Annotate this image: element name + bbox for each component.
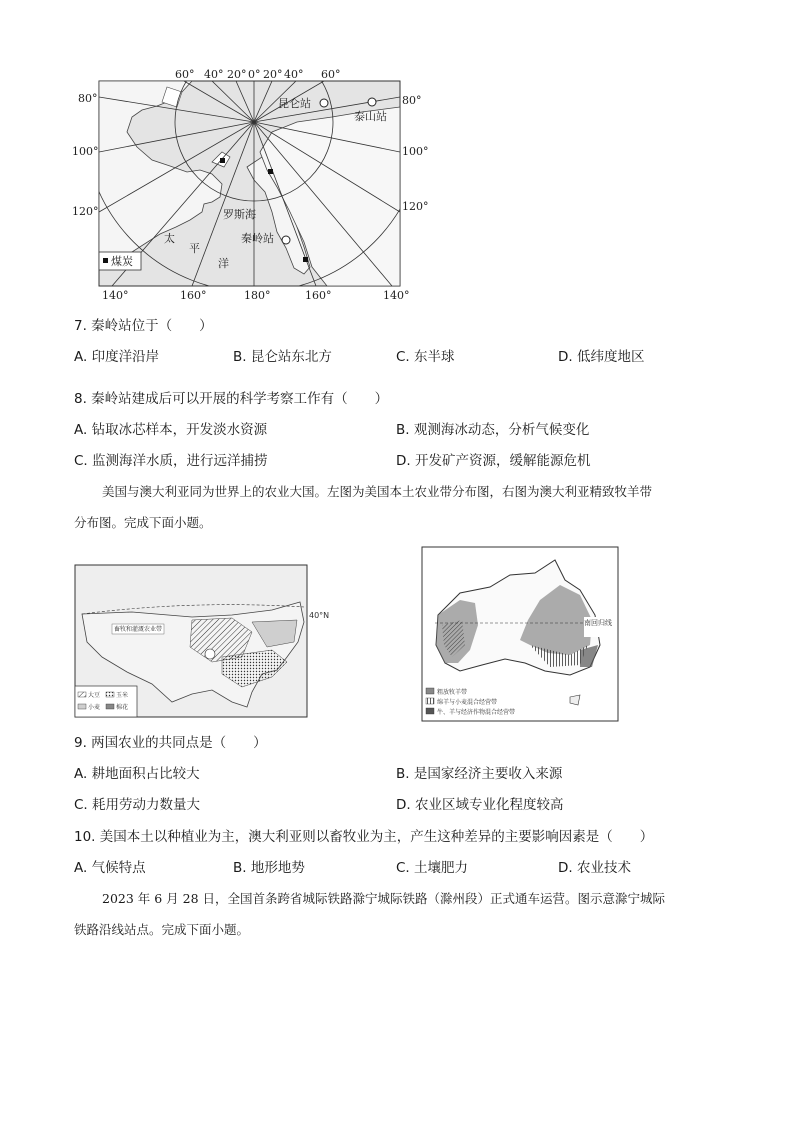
intro2-paragraph-line2: 铁路沿线站点。完成下面小题。 bbox=[74, 922, 250, 937]
qinling-station-marker bbox=[282, 236, 290, 244]
coal-legend-icon bbox=[103, 258, 108, 263]
q7-option-a[interactable]: A. 印度洋沿岸 bbox=[74, 349, 160, 365]
lon-bottom-160w: 160° bbox=[180, 289, 207, 302]
lon-left-80: 80° bbox=[78, 92, 98, 105]
lat-40n-label: 40°N bbox=[309, 611, 330, 620]
lon-top-60w: 60° bbox=[175, 68, 195, 81]
taishan-station-label: 泰山站 bbox=[354, 110, 387, 123]
q9-option-a[interactable]: A. 耕地面积占比较大 bbox=[74, 766, 200, 782]
coal-marker bbox=[268, 169, 273, 174]
tropic-label: 南回归线 bbox=[584, 619, 612, 627]
lon-top-20e: 20° bbox=[263, 68, 283, 81]
ocean-label-tai: 太 bbox=[164, 232, 175, 245]
lon-top-60e: 60° bbox=[321, 68, 341, 81]
q10-option-a[interactable]: A. 气候特点 bbox=[74, 860, 146, 876]
lon-bottom-140w: 140° bbox=[102, 289, 129, 302]
question-8-stem: 8. 秦岭站建成后可以开展的科学考察工作有（ ） bbox=[74, 391, 389, 407]
australia-sheep-map bbox=[420, 545, 620, 723]
us-legend-item: 小麦 bbox=[88, 704, 101, 711]
lon-left-120: 120° bbox=[72, 205, 99, 218]
q8-option-d[interactable]: D. 开发矿产资源，缓解能源危机 bbox=[396, 453, 591, 469]
q8-option-a[interactable]: A. 钻取冰芯样本，开发淡水资源 bbox=[74, 422, 268, 438]
q9-option-b[interactable]: B. 是国家经济主要收入来源 bbox=[396, 766, 563, 782]
question-9-stem: 9. 两国农业的共同点是（ ） bbox=[74, 735, 267, 751]
lon-right-120: 120° bbox=[402, 200, 429, 213]
q10-option-b[interactable]: B. 地形地势 bbox=[233, 860, 305, 876]
us-legend-item: 棉花 bbox=[116, 704, 129, 711]
lon-bottom-160e: 160° bbox=[305, 289, 332, 302]
intro2-paragraph-line1: 2023 年 6 月 28 日，全国首条跨省城际铁路滁宁城际铁路（滁州段）正式通车运营。图示意滁宁城际 bbox=[102, 891, 666, 906]
lon-top-40e: 40° bbox=[284, 68, 304, 81]
lon-bottom-140e: 140° bbox=[383, 289, 410, 302]
q8-option-c[interactable]: C. 监测海洋水质，进行远洋捕捞 bbox=[74, 453, 268, 469]
q10-option-d[interactable]: D. 农业技术 bbox=[558, 860, 631, 876]
intro-paragraph-line1: 美国与澳大利亚同为世界上的农业大国。左图为美国本土农业带分布图，右图为澳大利亚精致牧羊带 bbox=[102, 484, 653, 499]
kunlun-station-marker bbox=[320, 99, 328, 107]
ocean-label-ping: 平 bbox=[189, 242, 200, 255]
q8-option-b[interactable]: B. 观测海冰动态，分析气候变化 bbox=[396, 422, 590, 438]
coal-marker bbox=[303, 257, 308, 262]
lon-top-20w: 20° bbox=[227, 68, 247, 81]
lon-top-0: 0° bbox=[248, 68, 261, 81]
ocean-label-yang: 洋 bbox=[218, 257, 229, 270]
question-7-stem: 7. 秦岭站位于（ ） bbox=[74, 318, 213, 334]
au-legend-item: 绵羊与小麦混合经营带 bbox=[437, 699, 498, 706]
q9-option-c[interactable]: C. 耗用劳动力数量大 bbox=[74, 797, 201, 813]
au-legend-item: 粗放牧羊带 bbox=[437, 689, 468, 696]
ross-sea-label: 罗斯海 bbox=[223, 208, 256, 221]
q9-option-d[interactable]: D. 农业区域专业化程度较高 bbox=[396, 797, 564, 813]
q7-option-c[interactable]: C. 东半球 bbox=[396, 349, 455, 365]
lon-right-80: 80° bbox=[402, 94, 422, 107]
map-symbol bbox=[205, 649, 215, 659]
coal-legend-label: 煤炭 bbox=[111, 255, 133, 268]
intro-paragraph-line2: 分布图。完成下面小题。 bbox=[74, 515, 212, 530]
au-legend-item: 牛、羊与经济作物混合经营带 bbox=[437, 709, 516, 716]
lon-top-40w: 40° bbox=[204, 68, 224, 81]
q7-option-b[interactable]: B. 昆仑站东北方 bbox=[233, 349, 332, 365]
us-map-legend bbox=[75, 686, 137, 717]
lon-left-100: 100° bbox=[72, 145, 99, 158]
lon-bottom-180: 180° bbox=[244, 289, 271, 302]
coal-marker bbox=[220, 158, 225, 163]
belt-label: 畜牧和灌溉农业带 bbox=[114, 626, 163, 633]
antarctica-map bbox=[72, 62, 432, 304]
qinling-station-label: 秦岭站 bbox=[241, 232, 274, 245]
lon-right-100: 100° bbox=[402, 145, 429, 158]
us-legend-item: 大豆 bbox=[88, 692, 101, 699]
us-legend-item: 玉米 bbox=[116, 692, 129, 699]
kunlun-station-label: 昆仑站 bbox=[278, 97, 311, 110]
q10-option-c[interactable]: C. 土壤肥力 bbox=[396, 860, 469, 876]
question-10-stem: 10. 美国本土以种植业为主，澳大利亚则以畜牧业为主，产生这种差异的主要影响因素是（ ） bbox=[74, 829, 654, 845]
usa-agriculture-map bbox=[72, 562, 340, 722]
taishan-station-marker bbox=[368, 98, 376, 106]
q7-option-d[interactable]: D. 低纬度地区 bbox=[558, 349, 645, 365]
